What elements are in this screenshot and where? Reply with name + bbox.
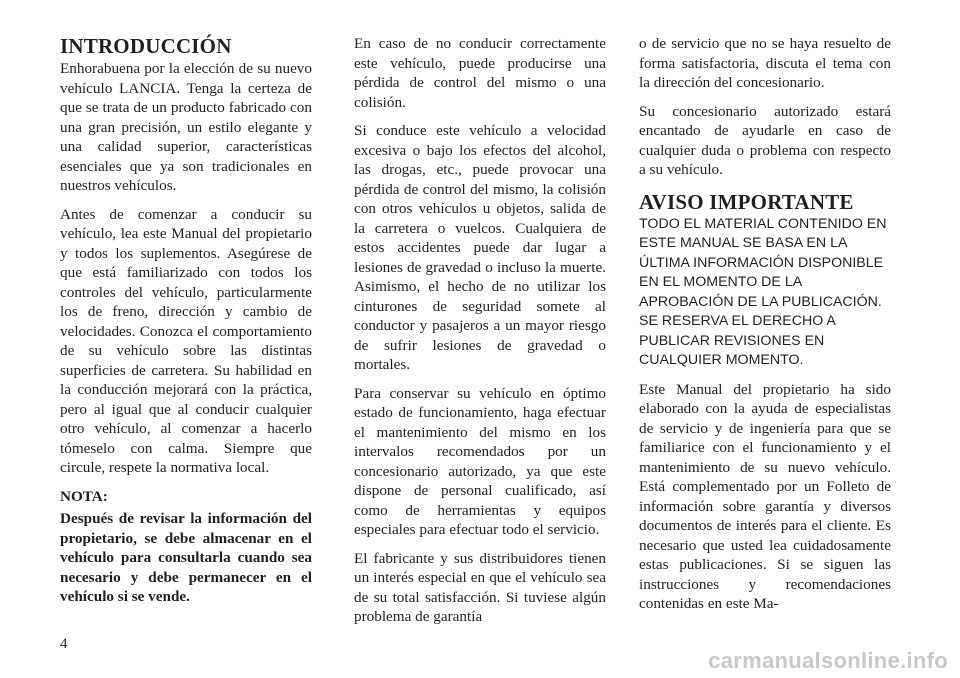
- column-right: [639, 34, 891, 623]
- paragraph-manufacturer: El fabricante y sus distribuidores tienen un interés especial en que el vehículo sea de su total satisfacción. Si tuviese algún problema de garantía: [354, 549, 606, 625]
- section-heading-introduccion: INTRODUCCIÓN: [60, 34, 232, 58]
- paragraph-maintenance: Para conservar su vehículo en óptimo estado de funcionamiento, haga efectuar el mantenimiento del mismo en los intervalos recomendados por un concesionario autorizado, ya que este dispone de personal cualificado, así como de herramientas y equipos especiales para efectuar todo el servicio.: [354, 384, 606, 538]
- page-number: 4: [60, 636, 68, 652]
- paragraph-manual-prepared: Este Manual del propietario ha sido elaborado con la ayuda de especialistas de servicio y de ingeniería para que se familiarice con el funcionamiento y el mantenimiento de su nuevo vehículo. Está complementado por un Folleto de información sobre garantía y diversos documentos de interés para el cliente. Es necesario que usted lea cuidadosamente estas publicaciones. Si se siguen las instrucciones y recomendaciones contenidas en este Ma-: [639, 380, 891, 612]
- paragraph-before-driving: Antes de comenzar a conducir su vehículo, lea este Manual del propietario y todos los suplementos. Asegúrese de que está familiarizado con todos los controles del vehículo, particularmente los de freno, dirección y cambio de velocidades. Conozca el comportamiento de su vehículo sobre las distintas superficies de carretera. Su habilidad en la conducción mejorará con la práctica, pero al igual que al conducir cualquier otro vehículo, al comenzar a hacerlo tómeselo con calma. Siempre que circule, respete la normativa local.: [60, 205, 312, 476]
- column-middle: [354, 34, 606, 636]
- important-notice-text: TODO EL MATERIAL CONTENIDO EN ESTE MANUAL SE BASA EN LA ÚLTIMA INFORMACIÓN DISPONIBLE EN EL MOMENTO DE LA APROBACIÓN DE LA PUBLICACIÓN. SE RESERVA EL DERECHO A PUBLICAR REVISIONES EN CUALQUIER MOMENTO.: [639, 215, 887, 368]
- watermark: carmanualsonline.info: [708, 648, 948, 673]
- section-heading-aviso-importante: AVISO IMPORTANTE: [639, 189, 854, 214]
- paragraph-incorrect-driving: En caso de no conducir correctamente este vehículo, puede producirse una pérdida de control del mismo o una colisión.: [354, 35, 606, 111]
- paragraph-speed-warning: Si conduce este vehículo a velocidad excesiva o bajo los efectos del alcohol, las drogas, etc., puede provocar una pérdida de control del mismo, la colisión con otros vehículos u objetos, salida de la carretera o vuelcos. Cualquiera de estos accidentes puede dar lugar a lesiones de gravedad o incluso la muerte. Asimismo, el hecho de no utilizar los cinturones de seguridad somete al conductor y pasajeros a un mayor riesgo de sufrir lesiones de gravedad o mortales.: [354, 122, 606, 373]
- paragraph-dealer-help: Su concesionario autorizado estará encantado de ayudarle en caso de cualquier duda o problema con respecto a su vehículo.: [639, 102, 891, 178]
- column-left: [60, 34, 312, 616]
- note-text: Después de revisar la información del propietario, se debe almacenar en el vehículo para consultarla cuando sea necesario y debe permanecer en el vehículo si se vende.: [60, 510, 312, 605]
- paragraph-congratulations: Enhorabuena por la elección de su nuevo vehículo LANCIA. Tenga la certeza de que se trata de un producto fabricado con una gran precisión, un estilo elegante y una calidad superior, características esenciales que ya son tradicionales en nuestros vehículos.: [60, 60, 312, 194]
- note-label: NOTA:: [60, 487, 108, 505]
- paragraph-service-issue: o de servicio que no se haya resuelto de forma satisfactoria, discuta el tema con la dirección del concesionario.: [639, 35, 891, 91]
